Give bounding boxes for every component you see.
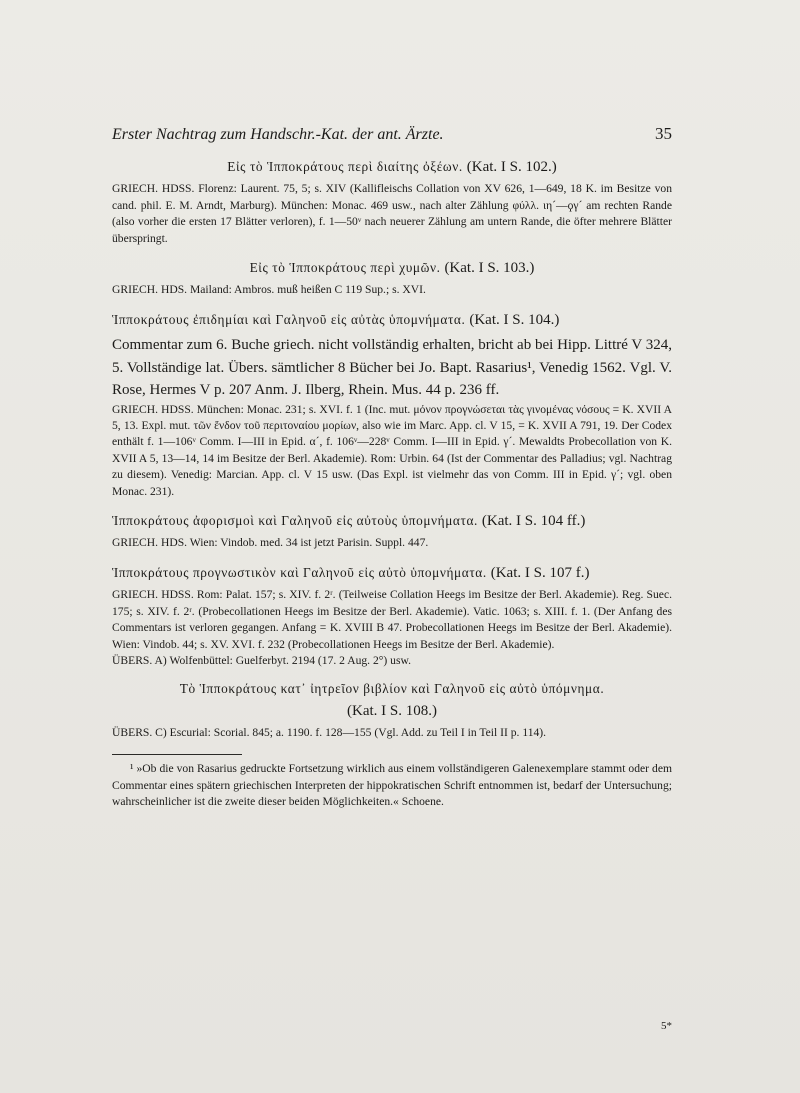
entry-body: GRIECH. HDS. Wien: Vindob. med. 34 ist jetzt Parisin. Suppl. 447.: [112, 536, 429, 550]
entry-extra: ÜBERS. A) Wolfenbüttel: Guelferbyt. 2194 (17. 2 Aug. 2°) usw.: [112, 654, 411, 667]
entry-body: GRIECH. HDSS. Florenz: Laurent. 75, 5; s. XIV (Kallifleischs Collation von XV 626, 1—649, 18 K. im Besitze von cand. phil. E. M. Arndt, Marburg). München: Monac. 469 usw., nach alter Zählung φύλλ. ιη´—ϙγ´ am rechten Rande (also vorher die ersten 17 Blätter verloren), f. 1—50ᵛ nach neuerer Zählung am untern Rande, die öfter mehrere Blätter überspringt.: [112, 182, 672, 245]
entry-title: Ἱπποκράτους ἀφορισμοὶ καὶ Γαληνοῦ εἰς αὐτοὺς ὑπομνήματα. (Kat. I S. 104 ff.): [112, 513, 586, 530]
footnote-divider: [112, 754, 242, 755]
entry-kat-ietreion: [112, 679, 672, 741]
entry-body: GRIECH. HDSS. München: Monac. 231; s. XVI. f. 1 (Inc. mut. μόνον προγνώσεται τὰς γινομένας νόσους = K. XVII A 5, 13. Expl. mut. τῶν ἔνδον τοῦ περιτοναίου μορίων, also wie im Marc. App. cl. V 15, = K. XVII A 791, 19. Der Codex enthält f. 1—106ᵛ Comm. I—III in Epid. α´, f. 106ᵛ—228ᵛ Comm. I—III in Epid. γ´. Mewaldts Probecollation von K. XVII A 5, 13—14, 14 im Besitze der Berl. Akademie). Rom: Urbin. 64 (Ist der Commentar des Palladius; vgl. Nachtrag zu diesem). Venedig: Marcian. App. cl. V 15 usw. (Das Expl. ist vielmehr das von Comm. III in Epid. γ´; vgl. oben Monac. 231).: [112, 402, 672, 498]
footnote: ¹ »Ob die von Rasarius gedruckte Fortsetzung wirklich aus einem vollständigeren Galenexemplare stammt oder dem Commentar eines spätern griechischen Interpreten der hippokratischen Schrift entnommen ist, bedarf der Untersuchung; wahrscheinlicher ist die zweite dieser beiden Möglichkeiten.« Schoene.: [112, 761, 672, 809]
entry-body: ÜBERS. C) Escurial: Scorial. 845; a. 1190. f. 128—155 (Vgl. Add. zu Teil I in Teil II p. 114).: [112, 726, 547, 740]
running-header: [112, 124, 672, 144]
entry-epidemiai: [112, 309, 672, 500]
entry-title: Εἰς τὸ Ἱπποκράτους περὶ χυμῶν. (Kat. I S. 103.): [249, 260, 535, 277]
signature-mark: 5*: [661, 1020, 672, 1032]
header-title: Erster Nachtrag zum Handschr.-Kat. der ant. Ärzte.: [112, 126, 444, 143]
entry-title: Εἰς τὸ Ἱπποκράτους περὶ διαίτης ὀξέων. (Kat. I S. 102.): [227, 159, 557, 175]
entry-body: GRIECH. HDSS. Rom: Palat. 157; s. XIV. f. 2ʳ. (Teilweise Collation Heegs im Besitze der Berl. Akademie). Reg. Suec. 175; s. XIV. f. 2ʳ. (Probecollationen Heegs im Besitze der Berl. Akademie). Vatic. 1063; s. XIII. f. 1. (Der Anfang des Commentars ist verloren gegangen. Anfang = K. XVIII B 47. Probecollationen Heegs im Besitze der Berl. Akademie). Wien: Vindob. 44; s. XV. XVI. f. 232 (Probecollationen Heegs im Besitze der Berl. Akademie).: [112, 588, 672, 651]
entry-body: GRIECH. HDS. Mailand: Ambros. muß heißen C 119 Sup.; s. XVI.: [112, 283, 426, 297]
page-content: [112, 124, 672, 811]
entry-prognostikon: [112, 562, 672, 670]
entry-diaita: [112, 156, 672, 247]
entry-title: Ἱπποκράτους προγνωστικὸν καὶ Γαληνοῦ εἰς αὐτὸ ὑπομνήματα. (Kat. I S. 107 f.): [112, 564, 590, 581]
entry-chymoi: [112, 257, 672, 299]
entry-aphorismoi: [112, 510, 672, 552]
entry-lead: Commentar zum 6. Buche griech. nicht vollständig erhalten, bricht ab bei Hipp. Littré V 324, 5. Vollständige lat. Übers. sämtlicher 8 Bücher bei Jo. Bapt. Rasarius¹, Venedig 1562. Vgl. V. Rose, Hermes V p. 207 Anm. J. Ilberg, Rhein. Mus. 44 p. 236 ff.: [112, 337, 672, 399]
entry-title: Ἱπποκράτους ἐπιδημίαι καὶ Γαληνοῦ εἰς αὐτὰς ὑπομνήματα. (Kat. I S. 104.): [112, 311, 560, 328]
entry-title: Τὸ Ἱπποκράτους κατ᾽ ἰητρεῖον βιβλίον καὶ Γαληνοῦ εἰς αὐτὸ ὑπόμνημα. (Kat. I S. 108.): [179, 681, 605, 720]
page-number: 35: [655, 124, 672, 143]
